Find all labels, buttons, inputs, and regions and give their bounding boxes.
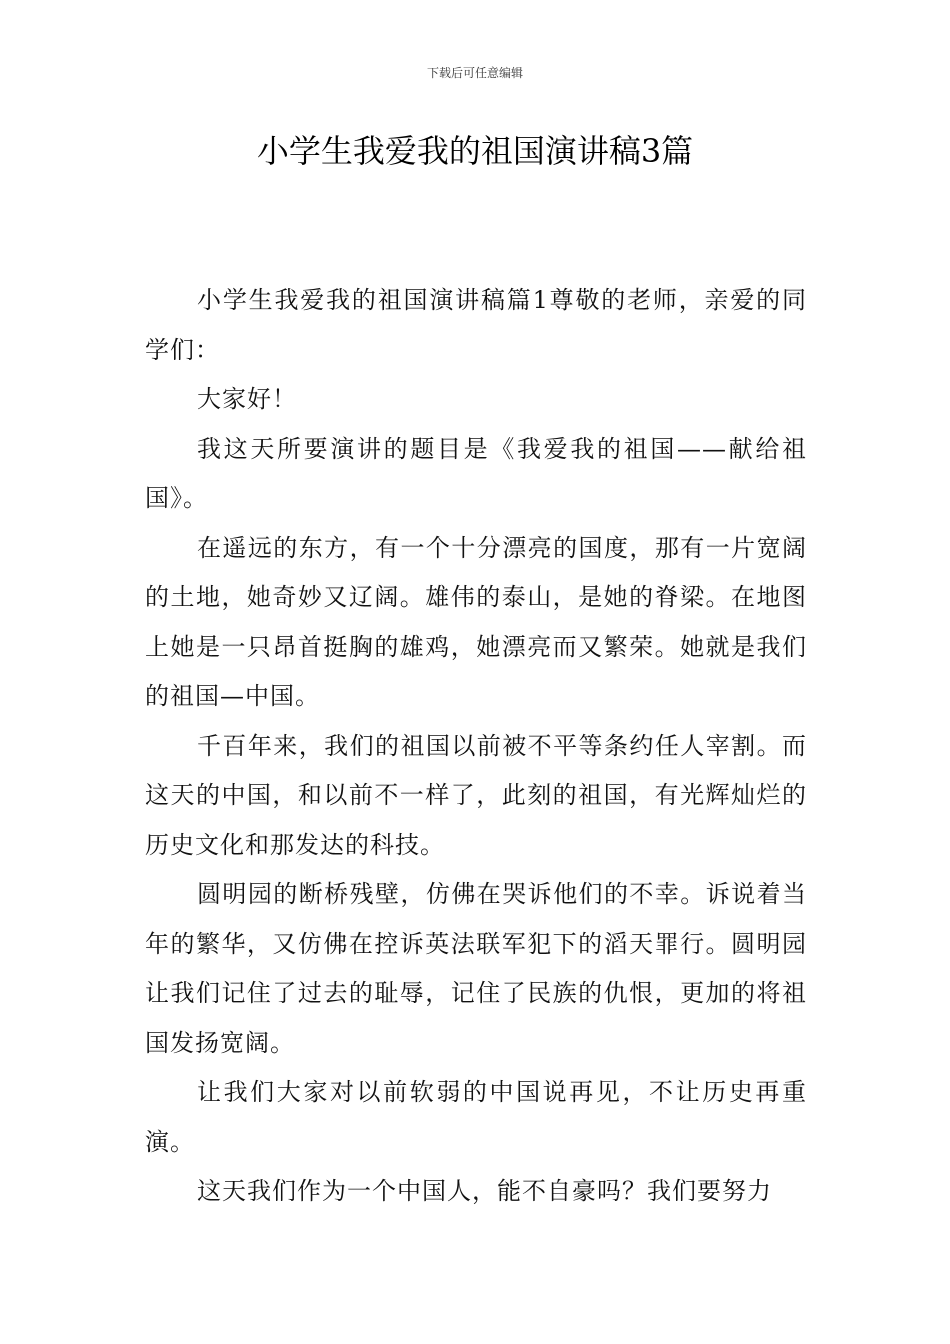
paragraph-8: 这天我们作为一个中国人，能不自豪吗？我们要努力 xyxy=(197,1177,772,1205)
paragraph-4: 在遥远的东方，有一个十分漂亮的国度，那有一片宽阔的土地，她奇妙又辽阔。雄伟的泰山，是她的脊梁。在地图上她是一只昂首挺胸的雄鸡，她漂亮而又繁荣。她就是我们的祖国—中国。 xyxy=(145,533,807,710)
paragraph-5: 千百年来，我们的祖国以前被不平等条约任人宰割。而这天的中国，和以前不一样了，此刻的祖国，有光辉灿烂的历史文化和那发达的科技。 xyxy=(145,731,807,859)
paragraph-3: 我这天所要演讲的题目是《我爱我的祖国——献给祖国》。 xyxy=(145,434,807,512)
paragraph-2: 大家好！ xyxy=(197,385,297,413)
paragraph-1: 小学生我爱我的祖国演讲稿篇1尊敬的老师，亲爱的同学们： xyxy=(145,286,807,364)
paragraph-7: 让我们大家对以前软弱的中国说再见，不让历史再重演。 xyxy=(145,1078,807,1156)
header-note: 下载后可任意编辑 xyxy=(426,66,523,80)
document-body xyxy=(145,276,807,1217)
document-title: 小学生我爱我的祖国演讲稿3篇 xyxy=(256,132,694,170)
paragraph-6: 圆明园的断桥残壁，仿佛在哭诉他们的不幸。诉说着当年的繁华，又仿佛在控诉英法联军犯下的滔天罪行。圆明园让我们记住了过去的耻辱，记住了民族的仇恨，更加的将祖国发扬宽阔。 xyxy=(145,880,807,1057)
